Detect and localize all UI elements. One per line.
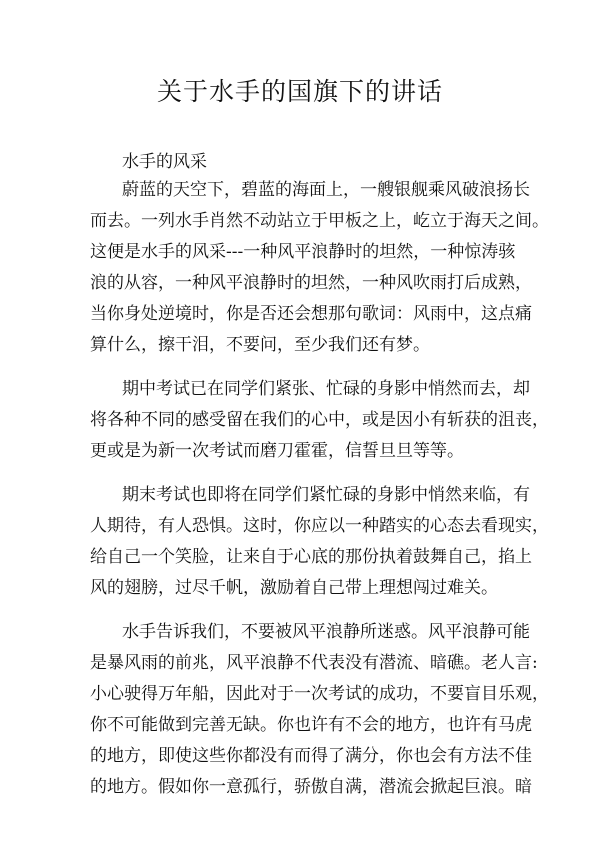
document-body xyxy=(90,175,549,816)
document-title: 关于水手的国旗下的讲话 xyxy=(156,77,443,106)
paragraph-2 xyxy=(90,374,549,467)
paragraph-3 xyxy=(90,480,549,604)
paragraph-line: 人期待，有人恐惧。这时，你应以一种踏实的心态去看现实， xyxy=(90,516,549,536)
paragraph-4 xyxy=(90,617,549,803)
paragraph-1 xyxy=(90,175,549,361)
paragraph-line: 期中考试已在同学们紧张、忙碌的身影中悄然而去，却 xyxy=(122,379,530,399)
paragraph-line: 期末考试也即将在同学们紧忙碌的身影中悄然来临，有 xyxy=(122,485,530,505)
paragraph-line: 浪的从容，一种风平浪静时的坦然，一种风吹雨打后成熟， xyxy=(90,273,532,293)
paragraph-line: 你不可能做到完善无缺。你也许有不会的地方，也许有马虎 xyxy=(90,715,532,735)
paragraph-line: 的地方。假如你一意孤行，骄傲自满，潜流会掀起巨浪。暗 xyxy=(90,777,532,797)
paragraph-line: 小心驶得万年船，因此对于一次考试的成功，不要盲目乐观， xyxy=(90,684,549,704)
paragraph-line: 给自己一个笑脸，让来自于心底的那份执着鼓舞自己，掐上 xyxy=(90,547,532,567)
paragraph-line: 风的翅膀，过尽千帆，激励着自己带上理想闯过难关。 xyxy=(90,578,498,598)
paragraph-line: 当你身处逆境时，你是否还会想那句歌词：风雨中，这点痛 xyxy=(90,304,532,324)
paragraph-line: 而去。一列水手肖然不动站立于甲板之上，屹立于海天之间。 xyxy=(90,211,549,231)
paragraph-line: 这便是水手的风采---一种风平浪静时的坦然，一种惊涛骇 xyxy=(90,242,516,262)
paragraph-line: 的地方，即使这些你都没有而得了满分，你也会有方法不佳 xyxy=(90,746,532,766)
paragraph-line: 算什么，擦干泪，不要问，至少我们还有梦。 xyxy=(90,335,430,355)
paragraph-line: 更或是为新一次考试而磨刀霍霍，信誓旦旦等等。 xyxy=(90,441,464,461)
paragraph-line: 是暴风雨的前兆，风平浪静不代表没有潜流、暗礁。老人言: xyxy=(90,653,538,673)
paragraph-line: 水手告诉我们，不要被风平浪静所迷惑。风平浪静可能 xyxy=(122,622,530,642)
section-heading: 水手的风采 xyxy=(122,152,207,172)
paragraph-line: 将各种不同的感受留在我们的心中，或是因小有斩获的沮丧， xyxy=(90,410,549,430)
paragraph-line: 蔚蓝的天空下，碧蓝的海面上，一艘银舰乘风破浪扬长 xyxy=(122,180,530,200)
